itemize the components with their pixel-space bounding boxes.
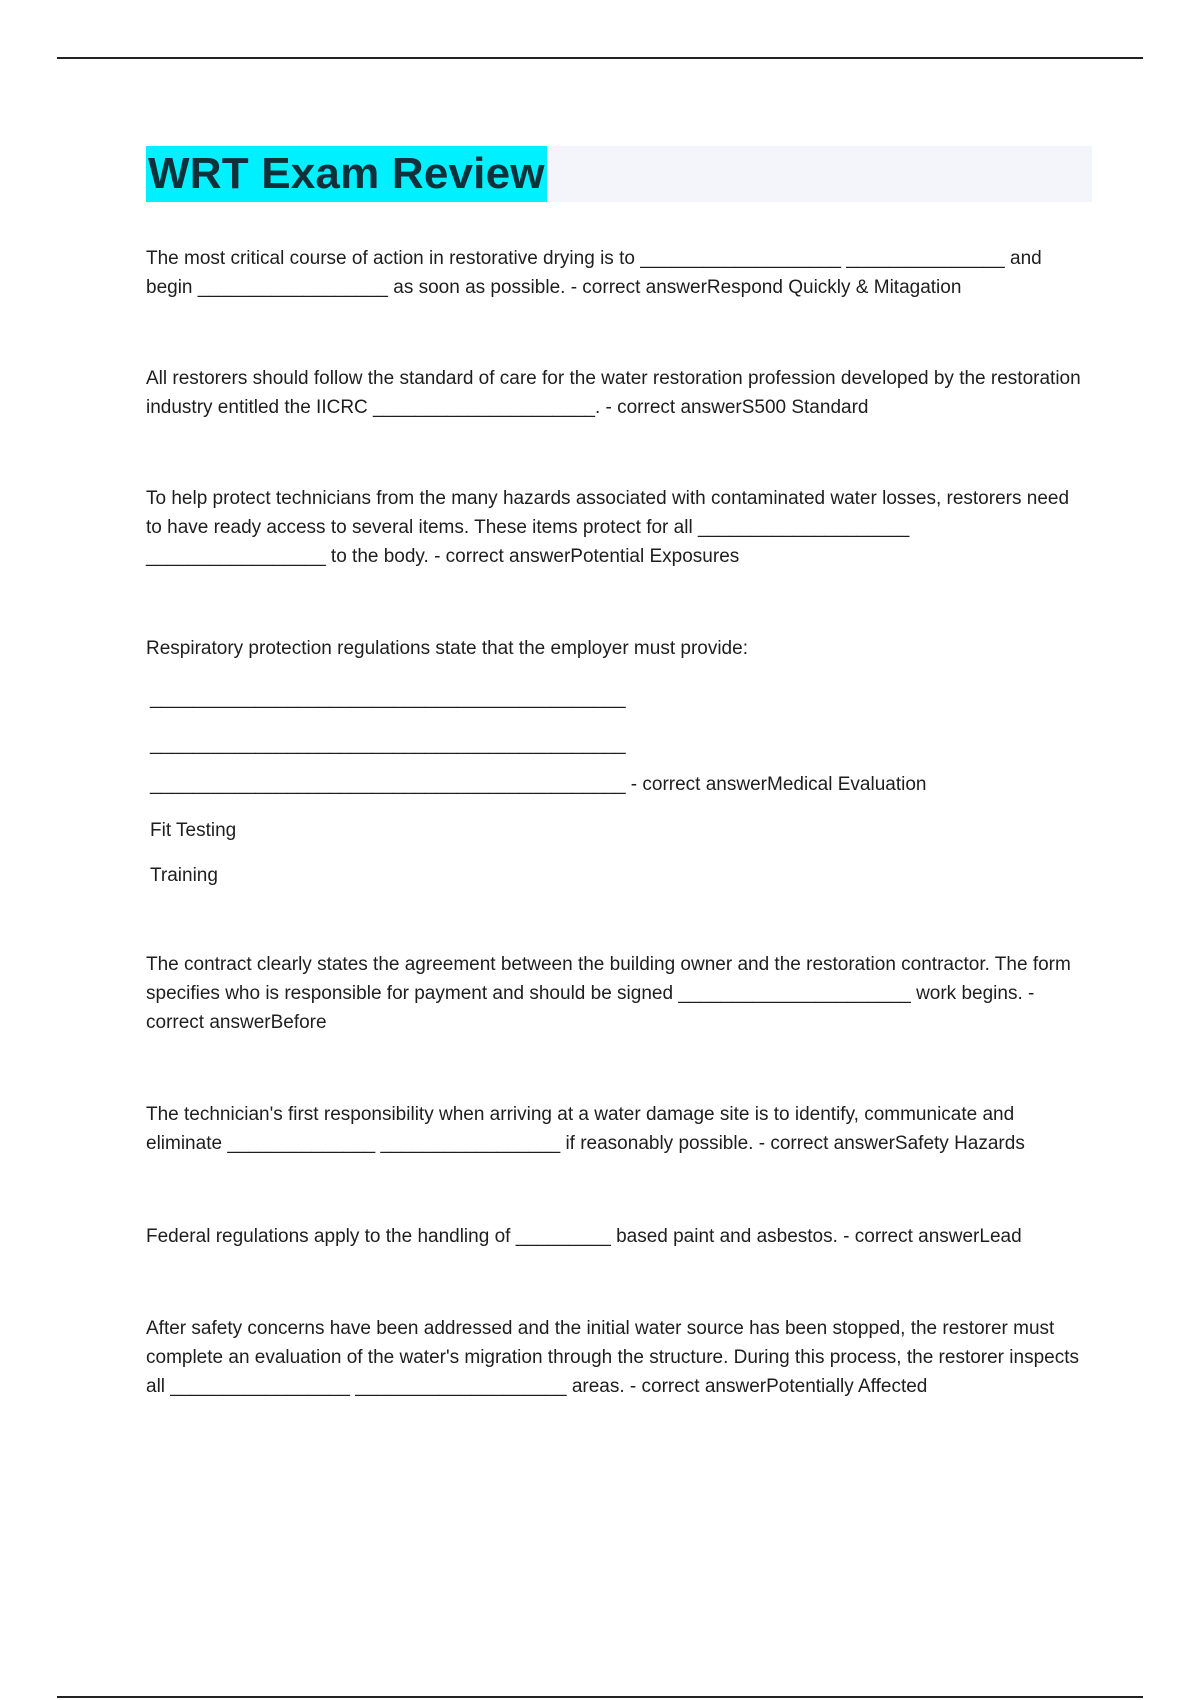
question-4-answer-fit-testing: Fit Testing: [150, 820, 237, 841]
title-bar: [146, 146, 1092, 202]
question-7-text: Federal regulations apply to the handling of _________ based paint and asbestos. - correct answerLead: [146, 1226, 1022, 1247]
question-5: [146, 950, 1086, 1037]
title-highlight: [146, 146, 547, 202]
question-7: [146, 1222, 1086, 1251]
question-3-text: To help protect technicians from the many hazards associated with contaminated water losses, restorers need to have ready access to several items. These items protect for all ____________________ _________________ to the body. - correct answerPotential Exposures: [146, 488, 1070, 567]
question-8-text: After safety concerns have been addressed and the initial water source has been stopped, the restorer must complete an evaluation of the water's migration through the structure. During this process, the restorer inspects all _________________ ____________________ areas. - correct answerPotentially Affected: [146, 1318, 1079, 1397]
question-5-text: The contract clearly states the agreement between the building owner and the restoration contractor. The form specifies who is responsible for payment and should be signed ______________________ work begins. - correct answerBefore: [146, 954, 1071, 1033]
question-1: [146, 244, 1086, 302]
question-4-blank-3-answer: _____________________________________________ - correct answerMedical Evaluation: [150, 774, 927, 795]
question-6-text: The technician's first responsibility when arriving at a water damage site is to identify, communicate and eliminate ______________ _________________ if reasonably possible. - correct answerSafety Hazards: [146, 1104, 1025, 1154]
question-4-blank-2: _____________________________________________: [150, 734, 626, 755]
question-4-intro: [146, 634, 1086, 663]
question-4-text: Respiratory protection regulations state that the employer must provide:: [146, 638, 748, 659]
question-1-text: The most critical course of action in restorative drying is to ___________________ _______________ and begin __________________ as soon as possible. - correct answerRespond Quickly & Mitagation: [146, 248, 1042, 298]
document-title: WRT Exam Review: [148, 149, 545, 198]
question-4-answer-training: Training: [150, 865, 218, 886]
question-3: [146, 484, 1086, 571]
bottom-divider: [57, 1696, 1143, 1698]
question-6: [146, 1100, 1086, 1158]
question-4-blank-1: _____________________________________________: [150, 688, 626, 709]
question-2-text: All restorers should follow the standard of care for the water restoration profession developed by the restoration industry entitled the IICRC _____________________. - correct answerS500 Standard: [146, 368, 1081, 418]
question-2: [146, 364, 1086, 422]
question-8: [146, 1314, 1086, 1401]
top-divider: [57, 57, 1143, 59]
